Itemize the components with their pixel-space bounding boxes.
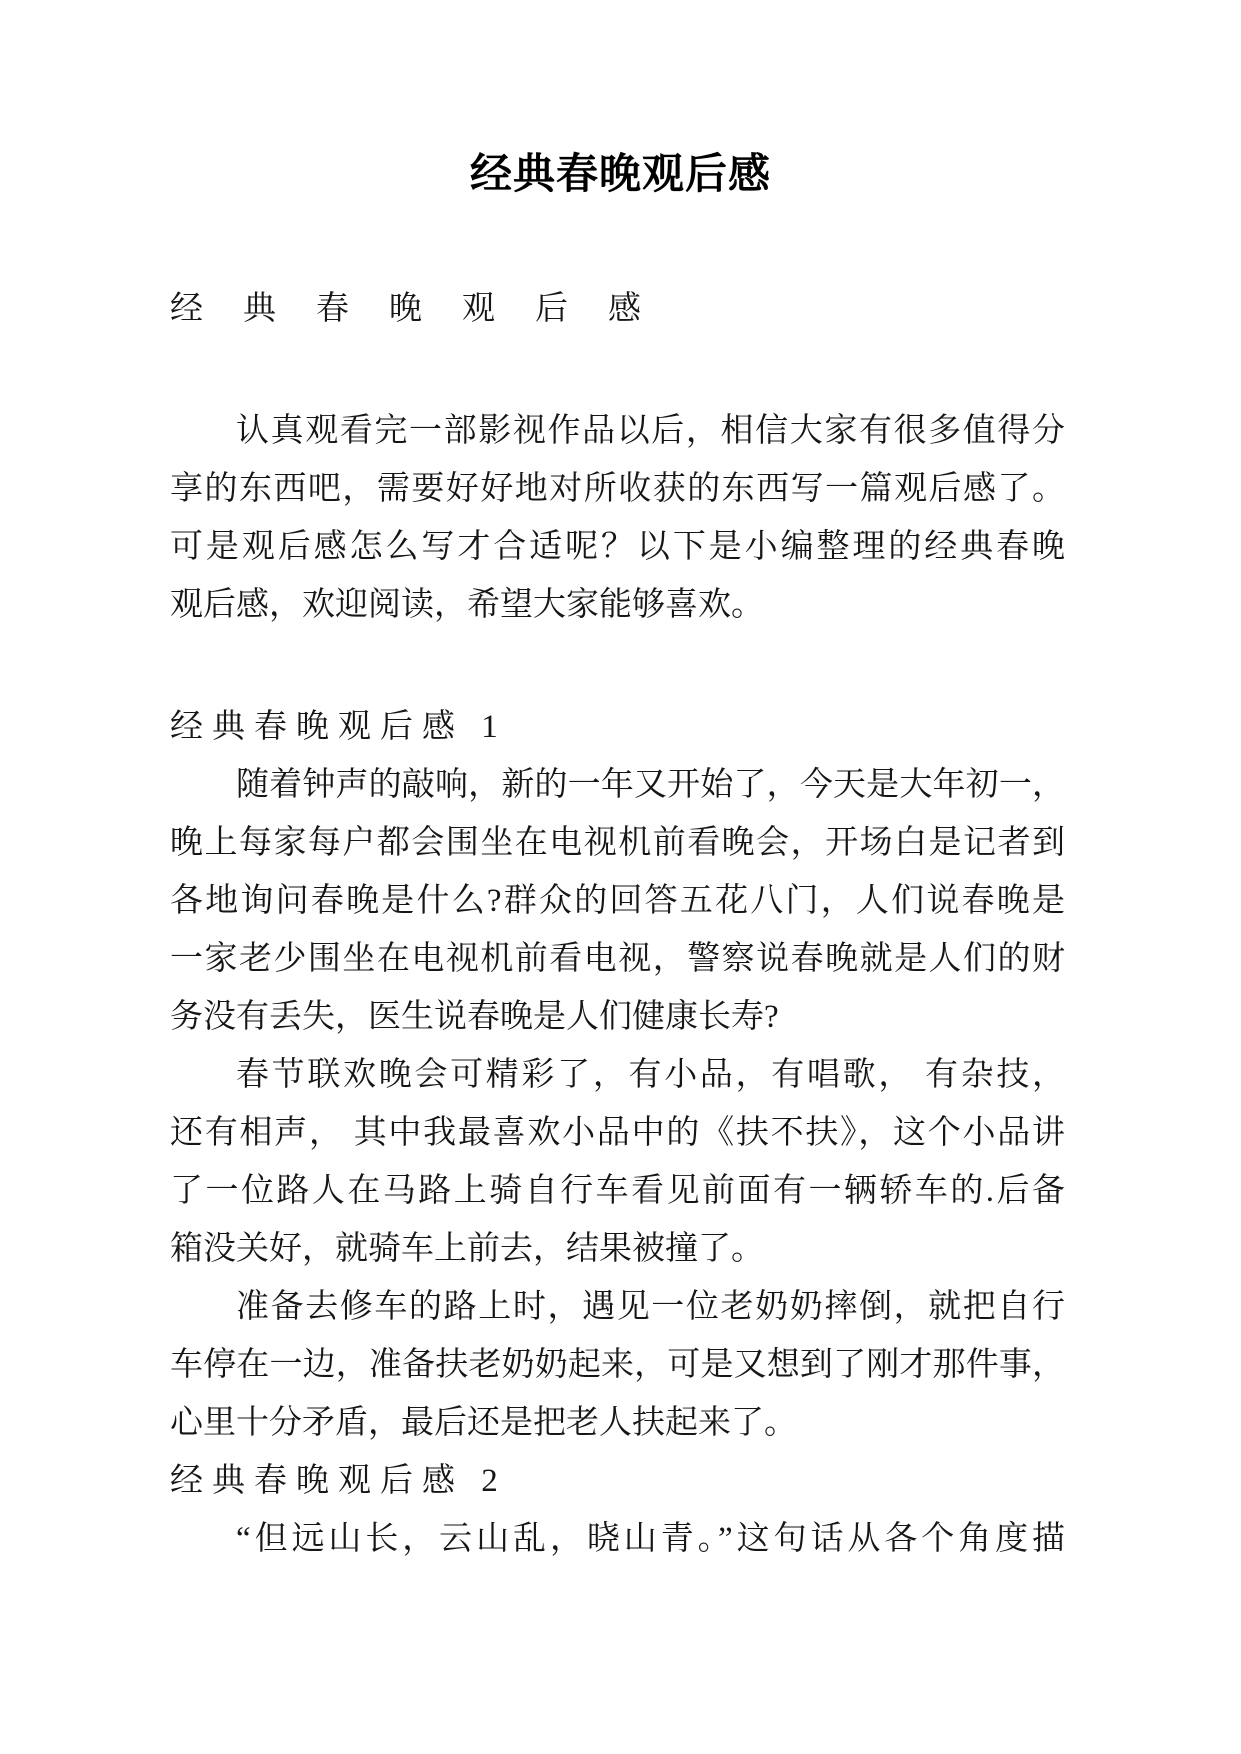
text-line: 认真观看完一部影视作品以后，相信大家有很多值得分 xyxy=(236,413,1065,449)
text-line: 务没有丢失，医生说春晚是人们健康长寿? xyxy=(170,999,779,1035)
subtitle-line: 经典春晚观后感 xyxy=(170,291,681,327)
section-heading: 经典春晚观后感 1 xyxy=(170,709,507,745)
document-title: 经典春晚观后感 xyxy=(469,152,771,198)
text-line: 各地询问春晚是什么?群众的回答五花八门，人们说春晚是 xyxy=(170,883,1065,919)
section-heading: 经典春晚观后感 2 xyxy=(170,1463,507,1499)
text-line: 享的东西吧，需要好好地对所收获的东西写一篇观后感了。 xyxy=(170,471,1065,507)
text-line: 准备去修车的路上时，遇见一位老奶奶摔倒，就把自行 xyxy=(236,1289,1065,1325)
text-line: 一家老少围坐在电视机前看电视，警察说春晚就是人们的财 xyxy=(170,941,1065,977)
text-line: 可是观后感怎么写才合适呢？以下是小编整理的经典春晚 xyxy=(170,529,1065,565)
text-line: 心里十分矛盾，最后还是把老人扶起来了。 xyxy=(170,1405,797,1441)
text-line: 观后感，欢迎阅读，希望大家能够喜欢。 xyxy=(170,587,764,623)
document-body xyxy=(170,280,1065,1568)
text-line: 箱没关好，就骑车上前去，结果被撞了。 xyxy=(170,1231,764,1267)
blank-line xyxy=(170,634,1065,698)
text-line: 了一位路人在马路上骑自行车看见前面有一辆轿车的.后备 xyxy=(170,1173,1065,1209)
text-line: 春节联欢晚会可精彩了，有小品，有唱歌， 有杂技， xyxy=(236,1057,1065,1093)
text-line: “但远山长，云山乱，晓山青。”这句话从各个角度描 xyxy=(236,1521,1065,1557)
text-line: 还有相声， 其中我最喜欢小品中的《扶不扶》，这个小品讲 xyxy=(170,1115,1065,1151)
text-line: 车停在一边，准备扶老奶奶起来，可是又想到了刚才那件事， xyxy=(170,1347,1065,1383)
text-line: 随着钟声的敲响，新的一年又开始了，今天是大年初一， xyxy=(236,767,1065,803)
blank-line xyxy=(170,338,1065,402)
text-line: 晚上每家每户都会围坐在电视机前看晚会，开场白是记者到 xyxy=(170,825,1065,861)
